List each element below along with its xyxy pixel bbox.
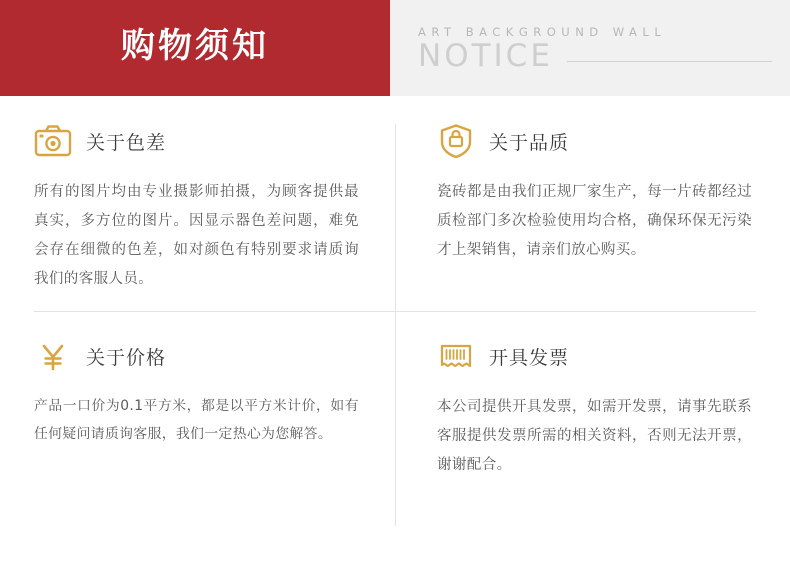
notice-head <box>437 337 752 375</box>
notice-title: 关于色差 <box>86 131 167 154</box>
notice-cell-color <box>0 96 395 311</box>
notice-head <box>437 122 752 160</box>
notice-head <box>34 122 359 160</box>
notice-title: 开具发票 <box>489 346 570 369</box>
header-subtitle: NOTICE <box>418 37 553 74</box>
header-eyebrow: ART BACKGROUND WALL <box>418 24 667 39</box>
notice-title: 关于价格 <box>86 346 167 369</box>
notice-body: 瓷砖都是由我们正规厂家生产，每一片砖都经过质检部门多次检验使用均合格，确保环保无污染才上架销售，请亲们放心购买。 <box>437 184 752 258</box>
camera-icon <box>34 122 72 160</box>
page-header <box>0 0 790 96</box>
notice-row <box>0 311 790 526</box>
notice-body: 产品一口价为0.1平方米，都是以平方米计价，如有任何疑问请质询客服，我们一定热心为您解答。 <box>34 398 359 442</box>
invoice-icon <box>437 337 475 375</box>
notice-cell-invoice <box>395 311 790 526</box>
notice-head <box>34 337 359 375</box>
shield-quality-icon <box>437 122 475 160</box>
notice-row <box>0 96 790 311</box>
notice-title: 关于品质 <box>489 131 570 154</box>
header-subtitle-row <box>418 37 790 74</box>
notice-body: 本公司提供开具发票，如需开发票，请事先联系客服提供发票所需的相关资料，否则无法开票，谢谢配合。 <box>437 399 752 473</box>
notice-body: 所有的图片均由专业摄影师拍摄，为顾客提供最真实，多方位的图片。因显示器色差问题，难免会存在细微的色差，如对颜色有特别要求请质询我们的客服人员。 <box>34 184 359 287</box>
yen-price-icon <box>34 337 72 375</box>
page-title: 购物须知 <box>121 26 269 66</box>
header-divider-line <box>567 61 772 62</box>
notice-cell-quality <box>395 96 790 311</box>
notice-grid <box>0 96 790 526</box>
notice-cell-price <box>0 311 395 526</box>
header-right <box>390 0 790 96</box>
header-red-banner <box>0 0 390 96</box>
footer-spacer <box>0 526 790 561</box>
